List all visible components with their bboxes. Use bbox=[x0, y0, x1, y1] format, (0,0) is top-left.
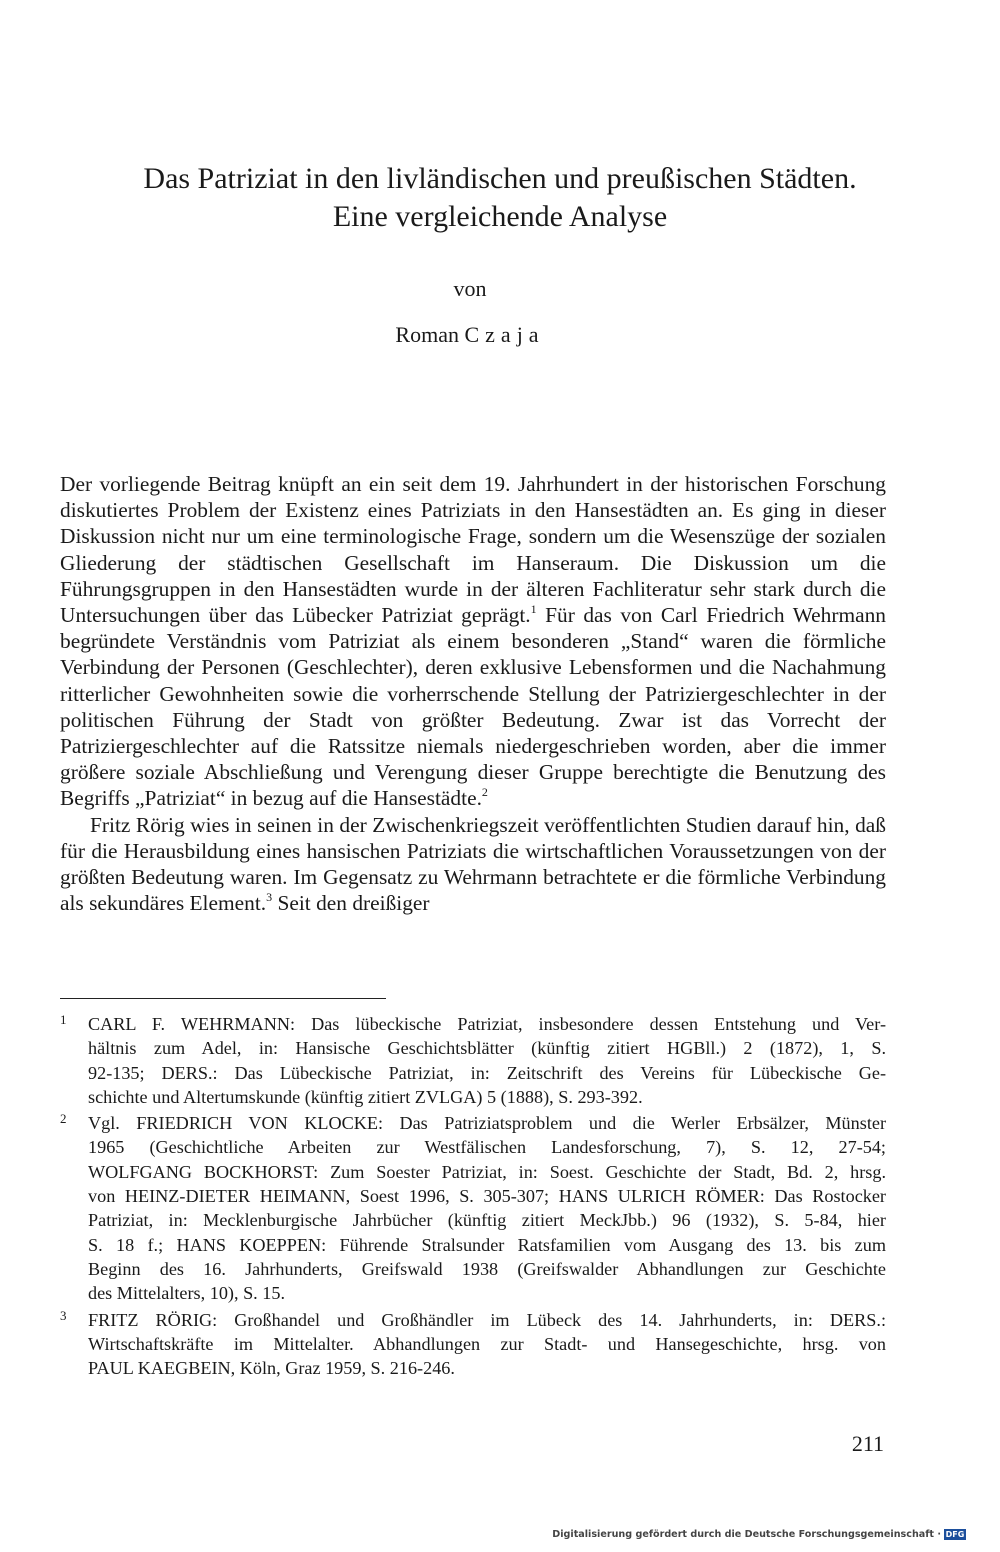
footnote-line: Patriziat, in: Mecklenburgische Jahrbücher (künftig zitiert MeckJbb.) 96 (1932), S. 5-84, hier bbox=[88, 1210, 886, 1231]
paragraph bbox=[60, 471, 886, 812]
footnote-line: CARL F. WEHRMANN: Das lübeckische Patriziat, insbesondere dessen Entstehung und Ver- bbox=[88, 1014, 886, 1034]
footnote-1 bbox=[60, 1012, 886, 1109]
paragraph-text: Der vorliegende Beitrag knüpft an ein seit dem 19. Jahrhundert in der historischen Forschung diskutiertes Problem der Existenz eines Patriziats in den Hansestädten an. Es ging in dieser Diskussion nicht nur um eine terminologische Frage, sondern um die Wesenszüge der sozialen Gliederung der städtischen Gesellschaft im Hanseraum. Die Diskussion um die Führungsgruppen in den Hansestädten wurde in der älteren Fachliteratur sehr stark durch die Untersuchungen über das Lübecker Patriziat geprägt. bbox=[60, 472, 886, 628]
paragraph-text: Fritz Rörig wies in seinen in der Zwischenkriegszeit veröffentlichten Studien darauf hin, daß für die Herausbildung eines hansischen Patriziats die wirtschaftlichen Voraussetzungen von der größten Bedeutung waren. Im Gegensatz zu Wehrmann betrachtete er die förmliche Verbindung als sekundäres Element. bbox=[60, 812, 886, 916]
paragraph bbox=[60, 812, 886, 917]
author-name bbox=[0, 322, 940, 348]
footnote-line: Wirtschaftskräfte im Mittelalter. Abhandlungen zur Stadt- und Hansegeschichte, hrsg. von bbox=[88, 1333, 886, 1354]
footnotes bbox=[60, 1012, 886, 1382]
article-title bbox=[60, 160, 940, 236]
footnote-ref[interactable]: 2 bbox=[481, 785, 488, 800]
footnote-line: S. 18 f.; HANS KOEPPEN: Führende Stralsunder Ratsfamilien vom Ausgang des 13. bis zum bbox=[88, 1234, 886, 1255]
byline-von: von bbox=[453, 276, 487, 301]
footnote-number: 1 bbox=[60, 1012, 67, 1027]
title-line-2: Eine vergleichende Analyse bbox=[332, 200, 668, 233]
credit-text: Digitalisierung gefördert durch die Deutsche Forschungsgemeinschaft · bbox=[552, 1529, 941, 1540]
footnote-line: Vgl. FRIEDRICH VON KLOCKE: Das Patriziatsproblem und die Werler Erbsälzer, Münster bbox=[88, 1113, 886, 1134]
author-first-name: Roman bbox=[395, 322, 459, 347]
footnote-line: FRITZ RÖRIG: Großhandel und Großhändler im Lübeck des 14. Jahrhunderts, in: DERS.: bbox=[88, 1309, 886, 1330]
footnote-line: von HEINZ-DIETER HEIMANN, Soest 1996, S. 305-307; HANS ULRICH RÖMER: Das Rostocker bbox=[88, 1186, 886, 1207]
title-line-1: Das Patriziat in den livländischen und preußischen Städten. bbox=[143, 162, 857, 195]
footnote-line: hältnis zum Adel, in: Hansische Geschichtsblätter (künftig zitiert HGBll.) 2 (1872), 1, S. bbox=[88, 1038, 886, 1059]
footnote-line: 92-135; DERS.: Das Lübeckische Patriziat, in: Zeitschrift des Vereins für Lübeckische Ge- bbox=[88, 1062, 886, 1083]
footnote-line: WOLFGANG BOCKHORST: Zum Soester Patriziat, in: Soest. Geschichte der Stadt, Bd. 2, hrsg. bbox=[88, 1161, 886, 1182]
footnote-text bbox=[88, 1012, 886, 1109]
footnote-2 bbox=[60, 1111, 886, 1305]
footnote-line: Beginn des 16. Jahrhunderts, Greifswald 1938 (Greifswalder Abhandlungen zur Geschichte bbox=[88, 1258, 886, 1279]
footnote-line: 1965 (Geschichtliche Arbeiten zur Westfälischen Landesforschung, 7), S. 12, 27-54; bbox=[88, 1137, 886, 1158]
footnote-line: schichte und Altertumskunde (künftig zitiert ZVLGA) 5 (1888), S. 293-392. bbox=[88, 1086, 643, 1107]
paragraph-text: Für das von Carl Friedrich Wehrmann begründete Verständnis vom Patriziat als einem besonderen „Stand“ waren die förmliche Verbindung der Personen (Geschlechter), deren exklusive Lebensformen und die Nachahmung ritterlicher Gewohnheiten sowie die vorherrschende Stellung der Patriziergeschlechter in der politischen Führung der Stadt von größter Bedeutung. Zwar ist das Vorrecht der Patriziergeschlechter auf die Ratssitze niemals niedergeschrieben worden, aber die immer größere soziale Abschließung und Verengung dieser Gruppe berechtigte die Benutzung des Begriffs „Patriziat“ in bezug auf die Hansestädte. bbox=[60, 603, 887, 811]
footnote-ref[interactable]: 1 bbox=[530, 602, 537, 617]
author-last-name: Czaja bbox=[464, 322, 545, 347]
digitization-credit bbox=[552, 1529, 966, 1540]
footnote-divider bbox=[60, 998, 386, 999]
footnote-text bbox=[88, 1111, 886, 1305]
body-text bbox=[60, 471, 886, 916]
paragraph-text: Seit den dreißiger bbox=[272, 891, 430, 916]
footnote-text bbox=[88, 1308, 886, 1381]
footnote-line: PAUL KAEGBEIN, Köln, Graz 1959, S. 216-246. bbox=[88, 1358, 455, 1379]
footnote-number: 3 bbox=[60, 1307, 67, 1323]
footnote-3 bbox=[60, 1308, 886, 1381]
footnote-ref[interactable]: 3 bbox=[266, 890, 273, 905]
footnote-line: des Mittelalters, 10), S. 15. bbox=[88, 1283, 286, 1304]
page-number: 211 bbox=[851, 1431, 884, 1456]
dfg-logo-icon: DFG bbox=[945, 1530, 965, 1539]
footnote-number: 2 bbox=[60, 1111, 67, 1127]
